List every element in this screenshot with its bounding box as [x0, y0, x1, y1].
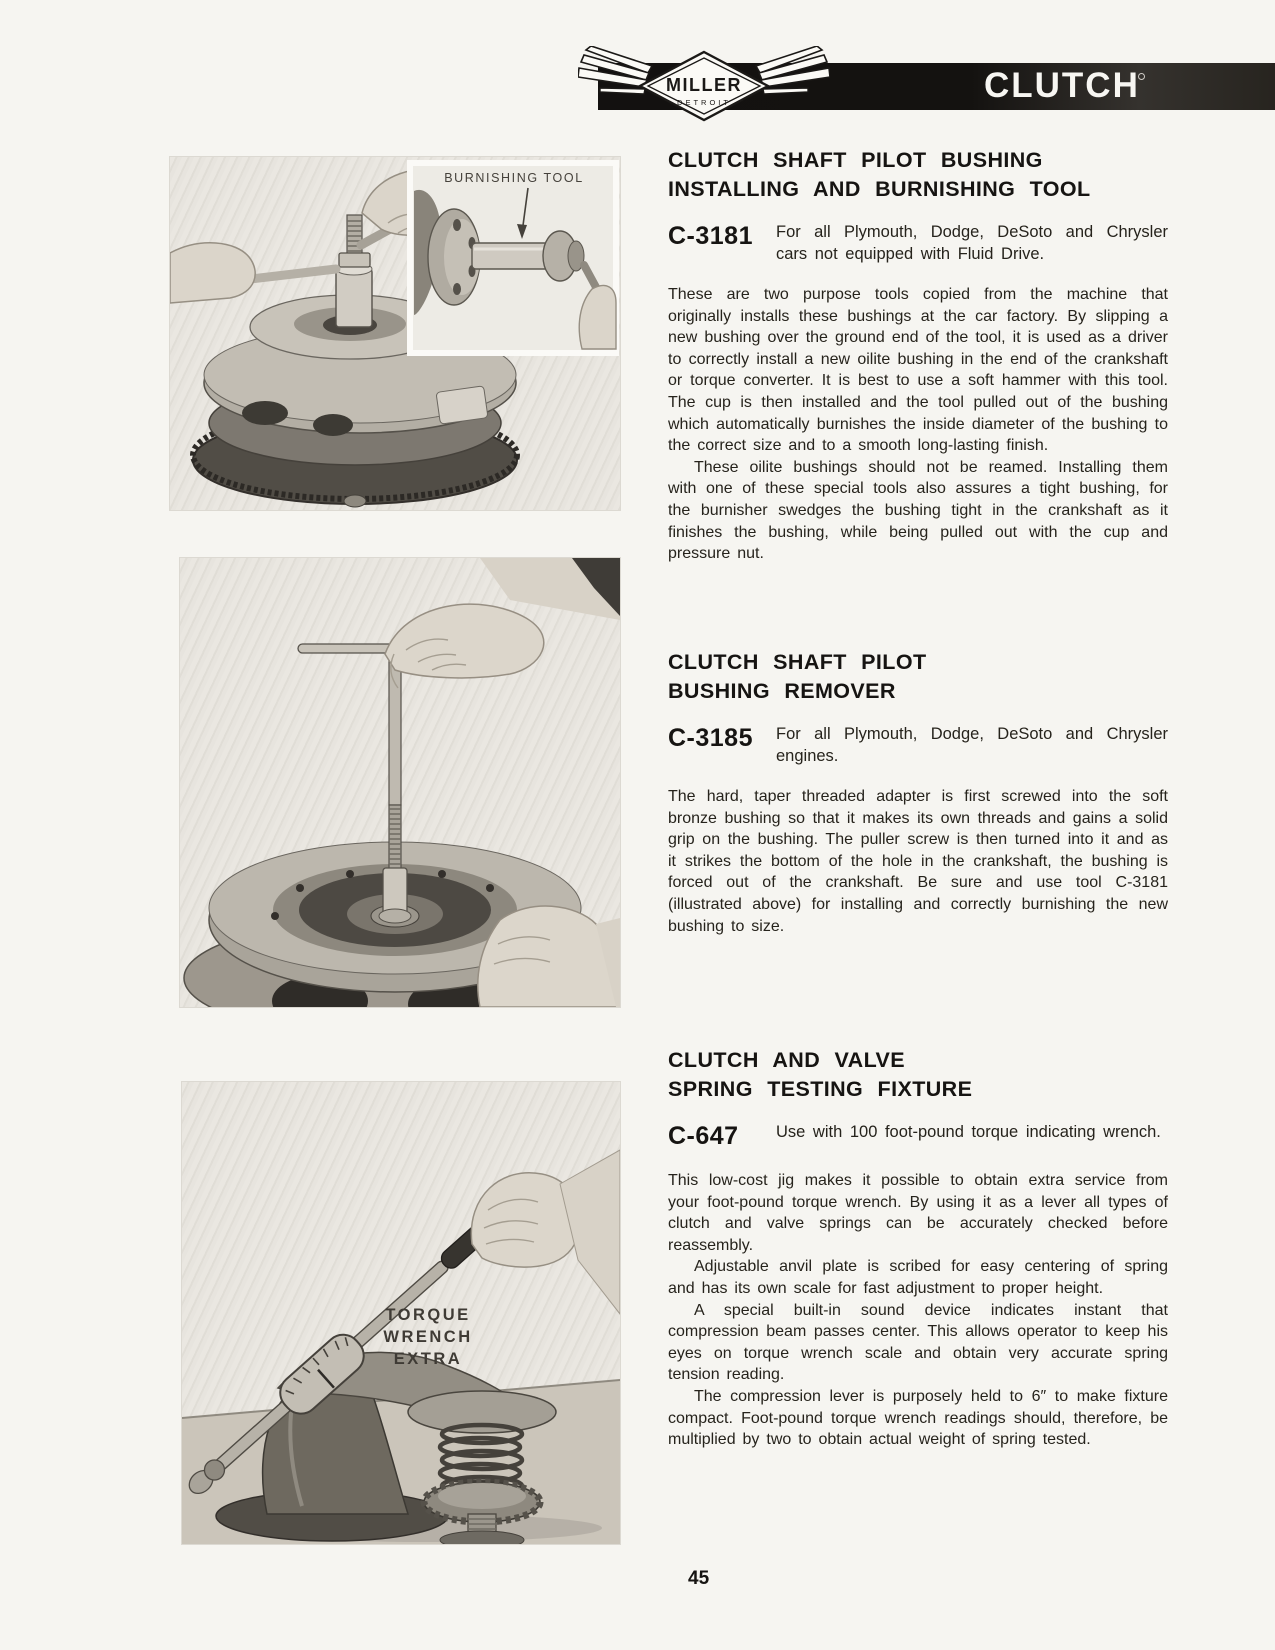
photo-bushing-remover: [180, 558, 620, 1007]
paragraph: A special built-in sound device indicates instant that compression beam passes center. This allows operator to keep his eyes on torque wrench scale and obtain very accurate spring tension reading.: [668, 1301, 1168, 1384]
section-heading: [668, 648, 1168, 706]
body-copy: [668, 284, 1168, 565]
section-bushing-remover: [668, 648, 1168, 937]
tool-description: Use with 100 foot-pound torque indicating wrench.: [776, 1123, 1161, 1141]
tool-row: [668, 723, 1168, 767]
photo1-inset: [410, 163, 616, 353]
paragraph: Adjustable anvil plate is scribed for easy centering of spring and has its own scale for fast adjustment to proper height.: [668, 1258, 1168, 1297]
body-copy: [668, 786, 1168, 937]
caption-line-3: EXTRA: [393, 1350, 463, 1368]
body-copy: [668, 1170, 1168, 1451]
miller-detroit-logo: [578, 46, 830, 126]
heading-line: CLUTCH AND VALVE: [668, 1048, 905, 1072]
logo-brand-text: MILLER: [666, 75, 742, 95]
photo1-illustration: [170, 157, 620, 510]
section-installing-tool: [668, 146, 1168, 565]
photo3-caption: [383, 1306, 472, 1368]
tool-row: [668, 221, 1168, 265]
heading-line: BUSHING REMOVER: [668, 679, 896, 703]
inset-caption: BURNISHING TOOL: [444, 171, 584, 185]
caption-line-2: WRENCH: [383, 1328, 473, 1346]
hand-left: [170, 243, 255, 303]
section-heading: [668, 1046, 1168, 1104]
heading-line: CLUTCH SHAFT PILOT: [668, 650, 927, 674]
print-artifact-dot: [1138, 73, 1145, 80]
paragraph: These are two purpose tools copied from the machine that originally installs these bushings at the car factory. By slipping a new bushing over the ground end of the tool, it is used as a driver to correctly install a new oilite bushing in the end of the crankshaft or torque converter. It is best to use a soft hammer with this tool. The cup is then installed and the tool pulled out of the bushing which automatically burnishes the inside diameter of the bushing to the correct size and to a smooth long-lasting finish.: [668, 286, 1168, 455]
paragraph: The hard, taper threaded adapter is first screwed into the soft bronze bushing so that it makes its own threads and gains a solid grip on the bushing. The puller screw is then turned into it and as it strikes the bottom of the hole in the crankshaft, the bushing is forced out of the crankshaft. Be sure and use tool C-3181 (illustrated above) for installing and correctly burnishing the new bushing to size.: [668, 788, 1168, 935]
photo3-illustration: [182, 1082, 620, 1544]
page-section-title: CLUTCH: [984, 66, 1140, 105]
hand-top: [385, 604, 544, 678]
tool-row: [668, 1121, 1168, 1151]
page-number: 45: [688, 1568, 710, 1589]
section-heading: [668, 146, 1168, 204]
hand-bottom: [478, 906, 618, 1007]
tool-description: For all Plymouth, Dodge, DeSoto and Chrysler cars not equipped with Fluid Drive.: [776, 223, 1168, 263]
heading-line: SPRING TESTING FIXTURE: [668, 1077, 973, 1101]
paragraph: These oilite bushings should not be reamed. Installing them with one of these special tools also assures a tight bushing, for the burnisher swedges the bushing tight in the crankshaft as it finishes the bushing, while being pulled out with the cup and pressure nut.: [668, 458, 1168, 563]
tool-description: For all Plymouth, Dodge, DeSoto and Chrysler engines.: [776, 725, 1168, 765]
section-spring-tester: [668, 1046, 1168, 1451]
paragraph: This low-cost jig makes it possible to obtain extra service from your foot-pound torque wrench. By using it as a lever all types of clutch and valve springs can be accurately checked before reassembly.: [668, 1172, 1168, 1254]
logo-brand-subtext: DETROIT: [677, 98, 731, 107]
caption-line-1: TORQUE: [385, 1306, 471, 1324]
photo2-illustration: [180, 558, 620, 1007]
photo-installing-tool: [170, 157, 620, 510]
photo-spring-tester: [182, 1082, 620, 1544]
tool-number: C-647: [668, 1122, 739, 1150]
paragraph: The compression lever is purposely held to 6″ to make fixture compact. Foot-pound torque wrench readings should, therefore, be multiplied by two to obtain actual weight of spring tested.: [668, 1387, 1168, 1449]
heading-line: CLUTCH SHAFT PILOT BUSHING: [668, 148, 1043, 172]
tool-number: C-3185: [668, 724, 753, 752]
tool-number: C-3181: [668, 222, 753, 250]
logo-diamond: [640, 52, 768, 120]
heading-line: INSTALLING AND BURNISHING TOOL: [668, 177, 1091, 201]
